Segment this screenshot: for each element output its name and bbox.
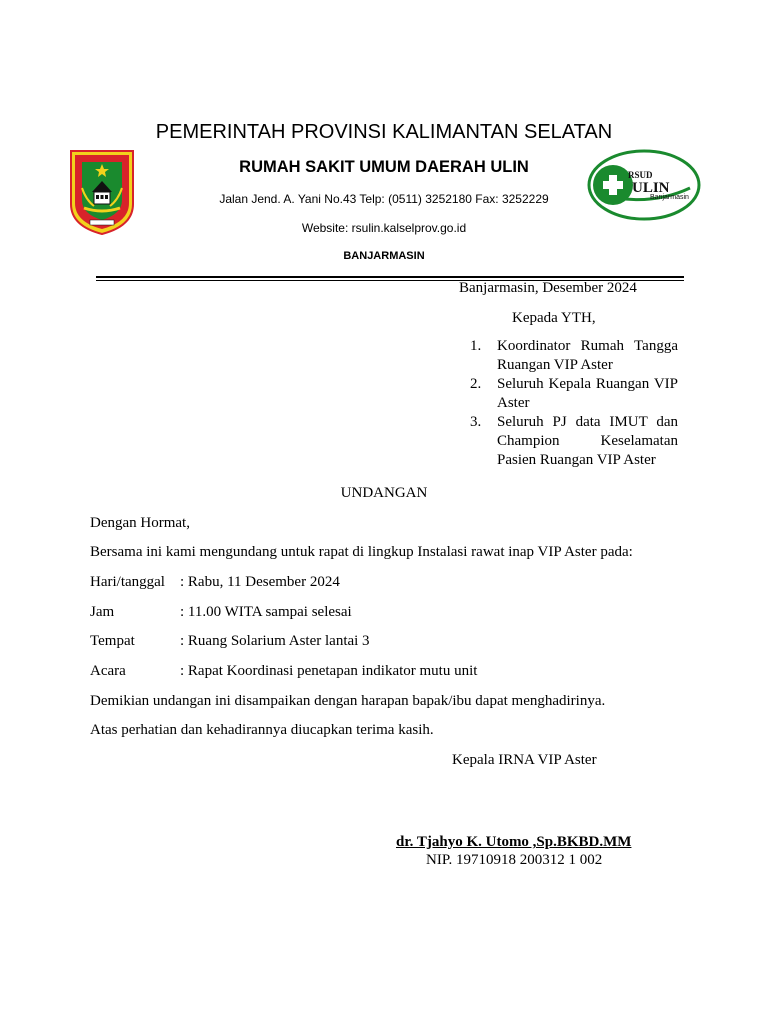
intro-paragraph: Bersama ini kami mengundang untuk rapat di lingkup Instalasi rawat inap VIP Aster pada: xyxy=(90,544,633,560)
greeting: Dengan Hormat, xyxy=(90,515,190,531)
hospital-address: Jalan Jend. A. Yani No.43 Telp: (0511) 3252180 Fax: 3252229 xyxy=(219,192,549,206)
svg-text:Banjarmasin: Banjarmasin xyxy=(650,194,689,201)
header-rule-thick xyxy=(96,276,684,278)
svg-text:RSUD: RSUD xyxy=(628,170,653,180)
detail-row-place: Tempat : Ruang Solarium Aster lantai 3 xyxy=(90,633,370,649)
signer-nip: NIP. 19710918 200312 1 002 xyxy=(426,852,603,868)
recipient-salutation: Kepada YTH, xyxy=(512,310,596,326)
list-item: 2. Seluruh Kepala Ruangan VIP Aster xyxy=(470,376,678,411)
letter-subject: UNDANGAN xyxy=(340,485,428,501)
thanks-paragraph: Atas perhatian dan kehadirannya diucapkan terima kasih. xyxy=(90,722,434,738)
closing-paragraph: Demikian undangan ini disampaikan dengan harapan bapak/ibu dapat menghadirinya. xyxy=(90,693,606,709)
government-title: PEMERINTAH PROVINSI KALIMANTAN SELATAN xyxy=(155,121,613,143)
hospital-website: Website: rsulin.kalselprov.go.id xyxy=(301,221,467,235)
list-item: 1. Koordinator Rumah Tangga Ruangan VIP Aster xyxy=(470,338,678,373)
detail-row-date: Hari/tanggal : Rabu, 11 Desember 2024 xyxy=(90,574,340,590)
detail-row-time: Jam : 11.00 WITA sampai selesai xyxy=(90,604,352,620)
letterhead-city: BANJARMASIN xyxy=(343,250,425,262)
province-emblem-logo xyxy=(68,148,136,236)
signer-name: dr. Tjahyo K. Utomo ,Sp.BKBD.MM xyxy=(396,834,632,850)
recipient-list xyxy=(470,337,678,470)
rsud-ulin-logo xyxy=(586,148,702,222)
hospital-name: RUMAH SAKIT UMUM DAERAH ULIN xyxy=(239,158,529,176)
place-date: Banjarmasin, Desember 2024 xyxy=(459,280,637,296)
signer-title: Kepala IRNA VIP Aster xyxy=(452,752,597,768)
detail-row-agenda: Acara : Rapat Koordinasi penetapan indikator mutu unit xyxy=(90,663,478,679)
svg-text:ULIN: ULIN xyxy=(632,180,670,196)
list-item: 3. Seluruh PJ data IMUT dan Champion Keselamatan Pasien Ruangan VIP Aster xyxy=(470,414,678,468)
